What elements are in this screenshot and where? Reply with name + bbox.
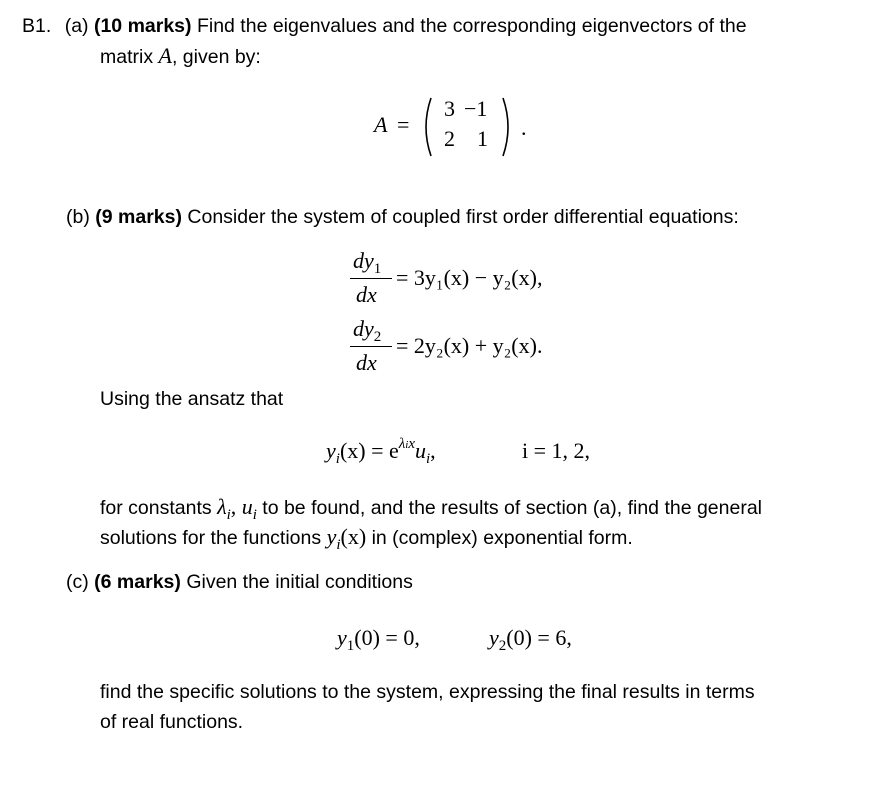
part-c-final-line-1: find the specific solutions to the system, expressing the final results in terms bbox=[100, 681, 755, 703]
ansatz-text: Using the ansatz that bbox=[100, 388, 284, 410]
question-line-a2 bbox=[100, 44, 261, 69]
matrix-symbol: A bbox=[158, 43, 172, 68]
part-a-marks: (10 marks) bbox=[93, 15, 192, 37]
left-paren bbox=[419, 96, 433, 158]
part-a-text2: matrix bbox=[100, 46, 154, 68]
part-b-after-line-2: solutions for the functions $y_i(x)$ in (complex) exponential form. bbox=[100, 524, 633, 553]
equals-sign: = bbox=[397, 112, 410, 137]
matrix-equation bbox=[370, 95, 560, 159]
initial-condition-1: $y_1(0) = 0$, bbox=[337, 625, 420, 654]
ode-2-rhs: = 2y₂(x) + y₂(x). bbox=[396, 333, 543, 358]
part-b-label: (b) bbox=[66, 206, 90, 228]
matrix-cell: −1 bbox=[464, 96, 488, 121]
ode-1-denominator: dx bbox=[356, 282, 377, 307]
matrix-cell: 3 bbox=[444, 96, 455, 121]
ode-1-numerator: $dy_1$ bbox=[353, 248, 382, 277]
ode-2 bbox=[350, 316, 610, 380]
question-number: B1. bbox=[22, 15, 52, 37]
part-a-label: (a) bbox=[64, 15, 89, 37]
part-c-label: (c) bbox=[66, 571, 89, 593]
ode-1-rhs: = 3y₁(x) − y₂(x), bbox=[396, 265, 543, 290]
part-b-marks: (9 marks) bbox=[95, 206, 182, 228]
part-a-text: Find the eigenvalues and the corresponding eigenvectors of the bbox=[196, 15, 747, 37]
question-line-c bbox=[66, 570, 413, 594]
part-c-marks: (6 marks) bbox=[94, 571, 181, 593]
part-c-text: Given the initial conditions bbox=[186, 571, 413, 593]
part-b-text: Consider the system of coupled first order differential equations: bbox=[187, 206, 739, 228]
ode-2-numerator: $dy_2$ bbox=[353, 316, 382, 345]
period: . bbox=[521, 115, 527, 140]
ansatz-range: i = 1, 2, bbox=[522, 438, 591, 463]
question-line-a1 bbox=[22, 14, 747, 38]
ode-1 bbox=[350, 248, 610, 312]
fraction-bar bbox=[350, 346, 392, 347]
matrix-name: A bbox=[374, 112, 388, 137]
ode-2-denominator: dx bbox=[356, 350, 377, 375]
ansatz-equation: $y_i(x) = e^{\lambda ix}u_i$, bbox=[326, 436, 436, 467]
question-line-b bbox=[66, 205, 739, 229]
matrix-cell: 2 bbox=[444, 126, 455, 151]
part-c-final-line-2: of real functions. bbox=[100, 711, 244, 733]
matrix-cell: 1 bbox=[477, 126, 488, 151]
right-paren bbox=[501, 96, 515, 158]
initial-condition-2: $y_2(0) = 6$, bbox=[489, 625, 572, 654]
part-b-after-line-1: for constants $\lambda_i$, $u_i$ to be found, and the results of section (a), find the general bbox=[100, 494, 763, 523]
part-a-text2-post: , given by: bbox=[171, 46, 261, 68]
fraction-bar bbox=[350, 278, 392, 279]
